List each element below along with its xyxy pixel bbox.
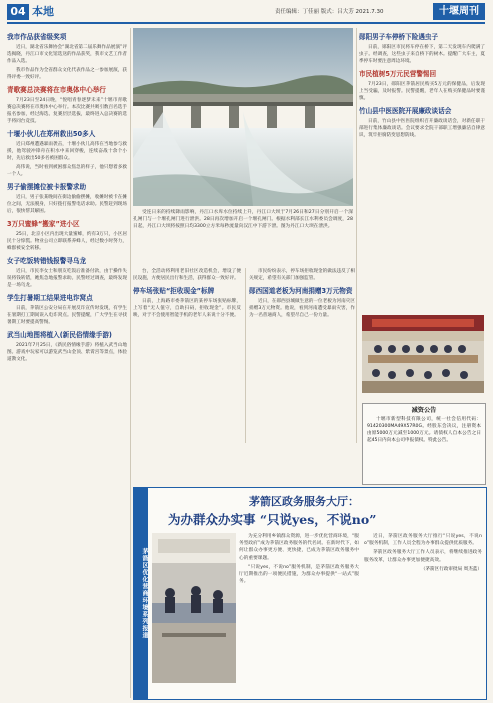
- article-paragraph: 日前，竹山县中医医院组织召开廉政谈话会，对新任职干部进行集体廉政谈话。会议要求全院干部职工增强廉洁自律意识，筑牢拒腐防变思想防线。: [359, 119, 485, 138]
- feature-subtitle: 为办群众办实事 “只说yes，不说no”: [168, 512, 377, 527]
- article: [7, 331, 127, 363]
- capital-reduction-notice: [362, 403, 486, 485]
- feature-paragraph: “只说yes，不说no”服务机制，是茅箭区政务服务大厅近期推出的一项便民措施，为群众办事提供“一站式”服务。: [239, 564, 359, 585]
- article: [7, 220, 127, 252]
- article: [7, 33, 127, 81]
- column-divider: [245, 268, 246, 443]
- article-paragraph: 近日，市民李女士和朋友吃饭后准备付款，由于操作失误将钱转错，她焦急地报警求助。民警经过调查，最终发现是一场乌龙。: [7, 269, 127, 288]
- middle-column: [133, 268, 355, 443]
- meeting-room-image: [362, 315, 484, 393]
- article-paragraph: 25日，北京小区内出现大量蜜蜂，约有3万只，小区居民十分惊慌。物业公司立即联系养蜂人，经过数小时努力，蜂群被安全转移。: [7, 232, 127, 251]
- article-headline: 竹山县中医医院开展廉政谈话会: [359, 107, 452, 115]
- service-hall-photo: [152, 533, 236, 683]
- middle-subcolumn-1: [133, 268, 241, 321]
- article-paragraph: 台，全活动将利用老旧社区改造机会，增设了便民设施，方便居民出行和生活，获得群众一致好评。: [133, 269, 241, 281]
- article-paragraph: 高伟说，当时看到被困群众焦急的样子，他只想着多救一个人。: [7, 165, 127, 177]
- article: [359, 107, 485, 139]
- dam-spillway-image: [133, 28, 353, 206]
- article-paragraph: 2021年7月25日，《新民俗情缘手游》将植入武当山地图。游戏中玩家可以游览武当山金顶、紫霄宫等景点，体验道教文化。: [7, 343, 127, 362]
- article-paragraph: 近日，湖北省乐舞协会“湖北省第二届乐舞作品展演”评选揭晓，丹江口市文化馆选送的作品获奖，我市文艺工作者作品入选。: [7, 45, 127, 64]
- article: [249, 268, 355, 282]
- article-headline: 停车场张贴“拒收现金”标牌: [133, 287, 215, 295]
- notice-body: 十堰市新型科技有限公司，统一社会信用代码：91420300MA49X57R0G。经股东会决议，注册资本由原5000万元减至1000万元。请债权人自本公告之日起45日内向本公司申报债权。特此公告。: [367, 417, 481, 443]
- feature-paragraph: 茅箭区政务服务大厅工作人员表示，将继续推进政务服务改革，让群众办事更加便捷高效。: [364, 550, 482, 563]
- article: [133, 287, 241, 319]
- article-headline: 武当山地图将植入(新民俗情缘手游): [7, 331, 112, 339]
- article-paragraph: 我市作品作为全省群众文化代表作品之一参加展演，获得评委一致好评。: [7, 68, 127, 80]
- article-paragraph: 日前，茅箭区公安分局在开展反诈宣传时发现，有学生在暑期打工期间误入电诈窝点。民警提醒，广大学生在寻找暑期工时要提高警惕。: [7, 306, 127, 325]
- feature-title: 茅箭区政务服务大厅：: [249, 495, 359, 508]
- page-header: [0, 0, 493, 22]
- feature-paragraph: 近日，茅箭区政务服务大厅推行“只说yes，不说no”服务机制，工作人员全程为办事群众提供优质服务。: [364, 534, 482, 547]
- article-paragraph: 市民纷纷表示，停车场拒收现金的做法违反了相关规定，希望有关部门加强监管。: [249, 269, 355, 281]
- article-headline: 男子偷摆摊位被卡报警求助: [7, 183, 87, 191]
- column-divider: [130, 28, 131, 698]
- feature-signature: （茅箭区行政审批局 周杰蓝）: [420, 566, 482, 572]
- editor-credits: 责任编辑：丁佳丽 版式：吕大芳 2021.7.30: [275, 9, 384, 15]
- article-headline: 郧阳男子车停桥下险遇虫子: [359, 33, 439, 41]
- article-headline: 女子吃饭转错钱报警寻乌龙: [7, 257, 87, 265]
- article-headline: 我市作品获省级奖项: [7, 33, 67, 41]
- special-feature: [133, 487, 487, 700]
- article-headline: 学生打暑期工结果进电诈窝点: [7, 294, 93, 302]
- photo-caption: 受连日来的持续降雨影响，丹江口水库水位持续上升，丹江口大坝于7月26日和27日分别开启一个深孔闸门与一个堰孔闸门进行泄洪。28日再次增加开启一个堰孔闸门。根据水利部长江水利委员会调度，28日起，丹江口大坝将按照日均3300立方米每秒流量向汉江中下游下泄。图为丹江口大坝在泄洪。: [133, 210, 353, 229]
- masthead-logo: 十堰周刊: [433, 3, 485, 20]
- column-divider: [356, 28, 357, 443]
- article-paragraph: 7月23日至24日晚，“悦唱青春逐梦未来”十堰市青歌赛总决赛将在市奥体中心举行。本次比赛共吸引数百名选手报名参加，经过海选、复赛层层选拔，最终进入总决赛的选手将同台竞技。: [7, 98, 127, 124]
- dam-photo: [133, 28, 353, 206]
- feature-column-1: [239, 533, 359, 695]
- page-number: 04: [7, 4, 29, 20]
- notice-title: 减资公告: [411, 407, 437, 414]
- article-headline: 郧西国道老板为河南捐赠3万元物资: [249, 287, 353, 295]
- article: [359, 70, 485, 102]
- middle-subcolumn-2: [249, 268, 355, 321]
- feature-column-2: [364, 533, 482, 695]
- section-title: 本地: [32, 5, 54, 18]
- article-paragraph: 日前，上海路市委茅箭区的某停车场张贴标牌，上写着“无人值守，自助扫码，拒收现金”。市民反映，对于不会使用智能手机的老年人来说十分不便。: [133, 299, 241, 318]
- article: [359, 33, 485, 65]
- service-hall-image: [152, 533, 236, 683]
- header-rule: [7, 22, 485, 24]
- article-paragraph: 近日，在郧西县城做生意的一位老板为河南灾区捐赠3万元物资。他说，看到河南遭受暴雨灾害，作为一名普通商人，希望尽自己一份力量。: [249, 299, 355, 318]
- article-headline: 青歌赛总决赛将在市奥体中心举行: [7, 86, 106, 94]
- article-headline: 3万只蜜蜂“搬家”进小区: [7, 220, 80, 228]
- feature-column-2-body: [364, 533, 482, 564]
- article-paragraph: 日前，郧阳区市民将车停在桥下，第二天发现车内爬满了虫子。经调查，这些虫子来自桥下的树木。提醒广大车主，夏季停车时要注意周边环境。: [359, 45, 485, 64]
- article: [249, 287, 355, 319]
- article: [7, 130, 127, 178]
- feature-paragraph: 为充分利用乡镇群众资源，进一步优化营商环境，“服务型政府”成为茅箭区政务服务的代名词。在新时代下，如何让群众办事更方便、更快捷，已成为茅箭区政务服务中心的重要课题。: [239, 534, 359, 561]
- article-paragraph: 7月23日，郧阳区茅箭居民购买5万元的保健品，后发现上当受骗，及时报警。民警提醒，老年人在购买保健品时要谨慎。: [359, 82, 485, 101]
- left-column: [7, 28, 127, 698]
- feature-series-band: 茅箭区优化营商环境系列报道: [134, 488, 148, 699]
- article: [7, 183, 127, 215]
- article-paragraph: 近日，男子张某晚间在街边偷偷摆摊，收摊时被卡在摊位之间，无法脱身，只好拨打报警电话求助。民警赶到现场后，很快帮其解困。: [7, 195, 127, 214]
- article: [7, 257, 127, 289]
- meeting-photo: [362, 315, 484, 393]
- article: [7, 86, 127, 125]
- article-headline: 市民植树5万元民营警惕回: [359, 70, 437, 78]
- article-paragraph: 近日郑州遭遇暴雨袭击，十堰小伙儿高伟在当地参与救援，他驾驶冲锋舟在积水中来回穿梭，连续奋战十余个小时，先后救出50多名被困群众。: [7, 142, 127, 161]
- article: [7, 294, 127, 326]
- article-headline: 十堰小伙儿在郑州救出50多人: [7, 130, 96, 138]
- article: [133, 268, 241, 282]
